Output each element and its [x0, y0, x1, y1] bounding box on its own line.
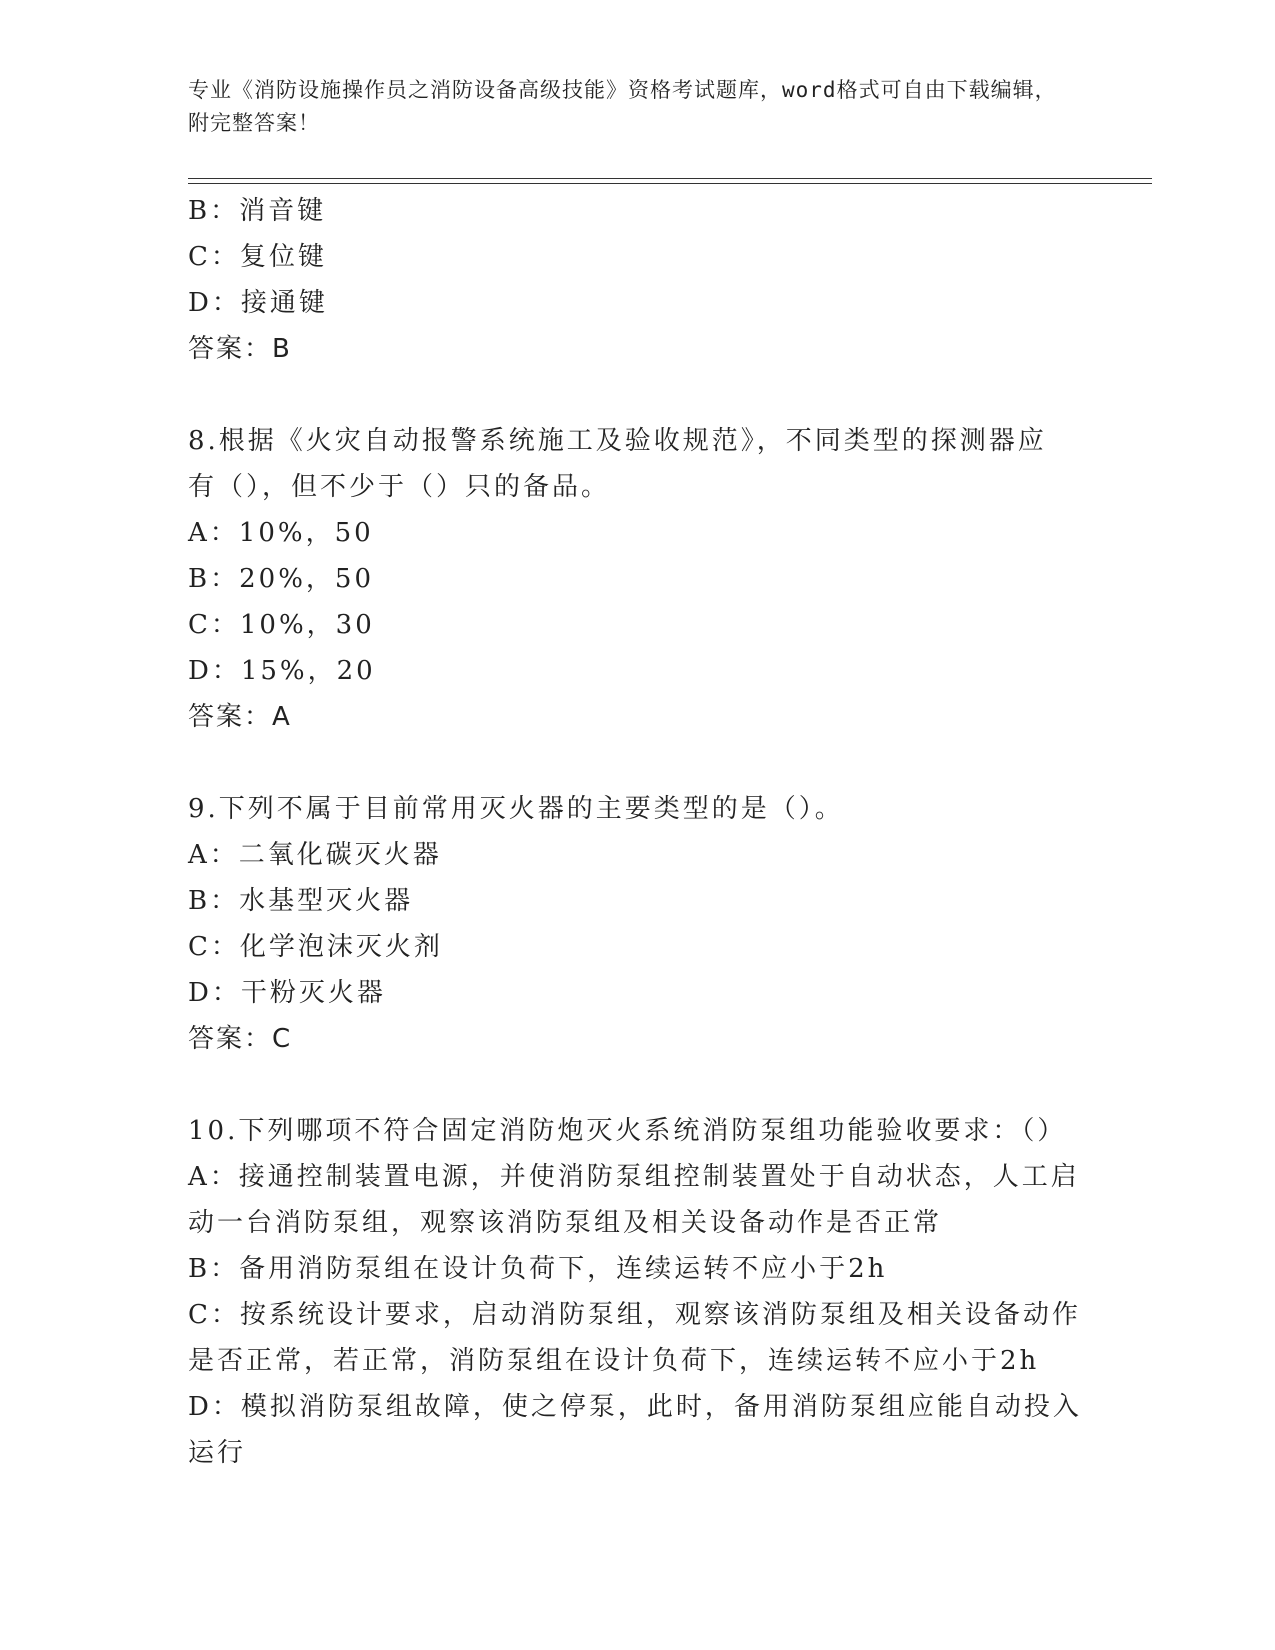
option-d: D：接通键	[188, 288, 328, 318]
spacer	[188, 740, 1068, 786]
question-8-block	[188, 418, 1068, 740]
option-c: C：按系统设计要求，启动消防泵组，观察该消防泵组及相关设备动作	[188, 1300, 1081, 1330]
option-b: B：20%，50	[188, 564, 374, 594]
option-d: D：15%，20	[188, 656, 376, 686]
option-a: A：10%，50	[188, 518, 374, 548]
option-b: B：消音键	[188, 196, 327, 226]
answer-line: 答案：C	[188, 1024, 293, 1054]
spacer	[188, 1062, 1068, 1108]
option-a: A：接通控制装置电源，并使消防泵组控制装置处于自动状态，人工启	[188, 1162, 1080, 1192]
option-b: B：备用消防泵组在设计负荷下，连续运转不应小于2h	[188, 1254, 888, 1284]
spacer	[188, 372, 1068, 418]
prev-question-block	[188, 188, 1068, 372]
question-stem: 有（），但不少于（）只的备品。	[188, 472, 611, 502]
option-c: C：化学泡沫灭火剂	[188, 932, 443, 962]
option-a: A：二氧化碳灭火器	[188, 840, 442, 870]
option-b: B：水基型灭火器	[188, 886, 414, 916]
question-stem: 10.下列哪项不符合固定消防炮灭火系统消防泵组功能验收要求：（）	[188, 1116, 1067, 1146]
question-content	[188, 188, 1082, 1476]
header-divider-top	[188, 178, 1152, 179]
answer-line: 答案：B	[188, 334, 292, 364]
option-c: C：复位键	[188, 242, 327, 272]
option-a-continued: 动一台消防泵组，观察该消防泵组及相关设备动作是否正常	[188, 1208, 943, 1238]
answer-line: 答案：A	[188, 702, 292, 732]
question-stem: 9.下列不属于目前常用灭火器的主要类型的是（）。	[188, 794, 844, 824]
question-10-block	[188, 1108, 1082, 1476]
document-header: 专业《消防设施操作员之消防设备高级技能》资格考试题库，word格式可自由下载编辑，附完整答案！	[188, 78, 1057, 135]
question-stem: 8.根据《火灾自动报警系统施工及验收规范》，不同类型的探测器应	[188, 426, 1047, 456]
option-d-continued: 运行	[188, 1438, 247, 1468]
option-d: D：模拟消防泵组故障，使之停泵，此时，备用消防泵组应能自动投入	[188, 1392, 1082, 1422]
option-c-continued: 是否正常，若正常，消防泵组在设计负荷下，连续运转不应小于2h	[188, 1346, 1040, 1376]
option-c: C：10%，30	[188, 610, 375, 640]
question-9-block	[188, 786, 1068, 1062]
option-d: D：干粉灭火器	[188, 978, 386, 1008]
header-divider-bottom	[188, 183, 1152, 184]
